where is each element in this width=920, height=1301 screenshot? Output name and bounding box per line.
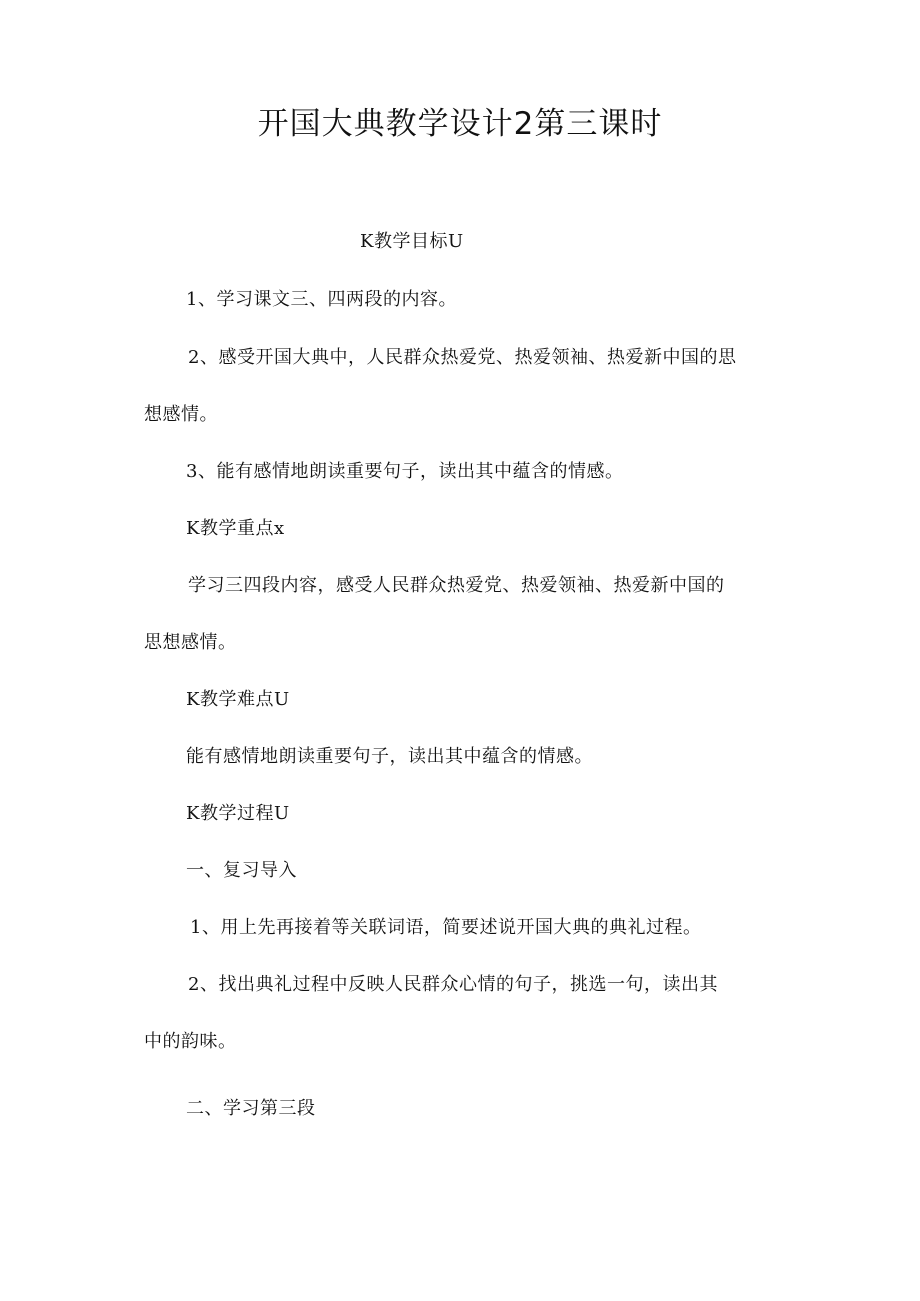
- key-points-line-1: 学习三四段内容，感受人民群众热爱党、热爱领袖、热爱新中国的: [188, 575, 725, 596]
- objective-2-line-1: 2、感受开国大典中，人民群众热爱党、热爱领袖、热爱新中国的思: [188, 347, 737, 368]
- page-title: 开国大典教学设计2第三课时: [257, 106, 663, 142]
- objective-2-line-2: 想感情。: [144, 404, 218, 425]
- difficulty-text: 能有感情地朗读重要句子，读出其中蕴含的情感。: [186, 746, 593, 767]
- section-1-item-2-line-1: 2、找出典礼过程中反映人民群众心情的句子，挑选一句，读出其: [188, 974, 718, 995]
- process-heading: K教学过程U: [186, 803, 290, 824]
- section-2-heading: 二、学习第三段: [186, 1098, 316, 1119]
- objectives-heading: K教学目标U: [360, 231, 464, 252]
- section-1-item-2-line-2: 中的韵味。: [144, 1031, 237, 1052]
- section-1-item-1: 1、用上先再接着等关联词语，简要述说开国大典的典礼过程。: [190, 917, 702, 938]
- section-1-heading: 一、复习导入: [186, 860, 297, 881]
- objective-3: 3、能有感情地朗读重要句子，读出其中蕴含的情感。: [186, 461, 624, 482]
- key-points-line-2: 思想感情。: [144, 632, 237, 653]
- key-points-heading: K教学重点x: [186, 518, 285, 539]
- objective-1: 1、学习课文三、四两段的内容。: [186, 289, 457, 310]
- difficulty-heading: K教学难点U: [186, 689, 290, 710]
